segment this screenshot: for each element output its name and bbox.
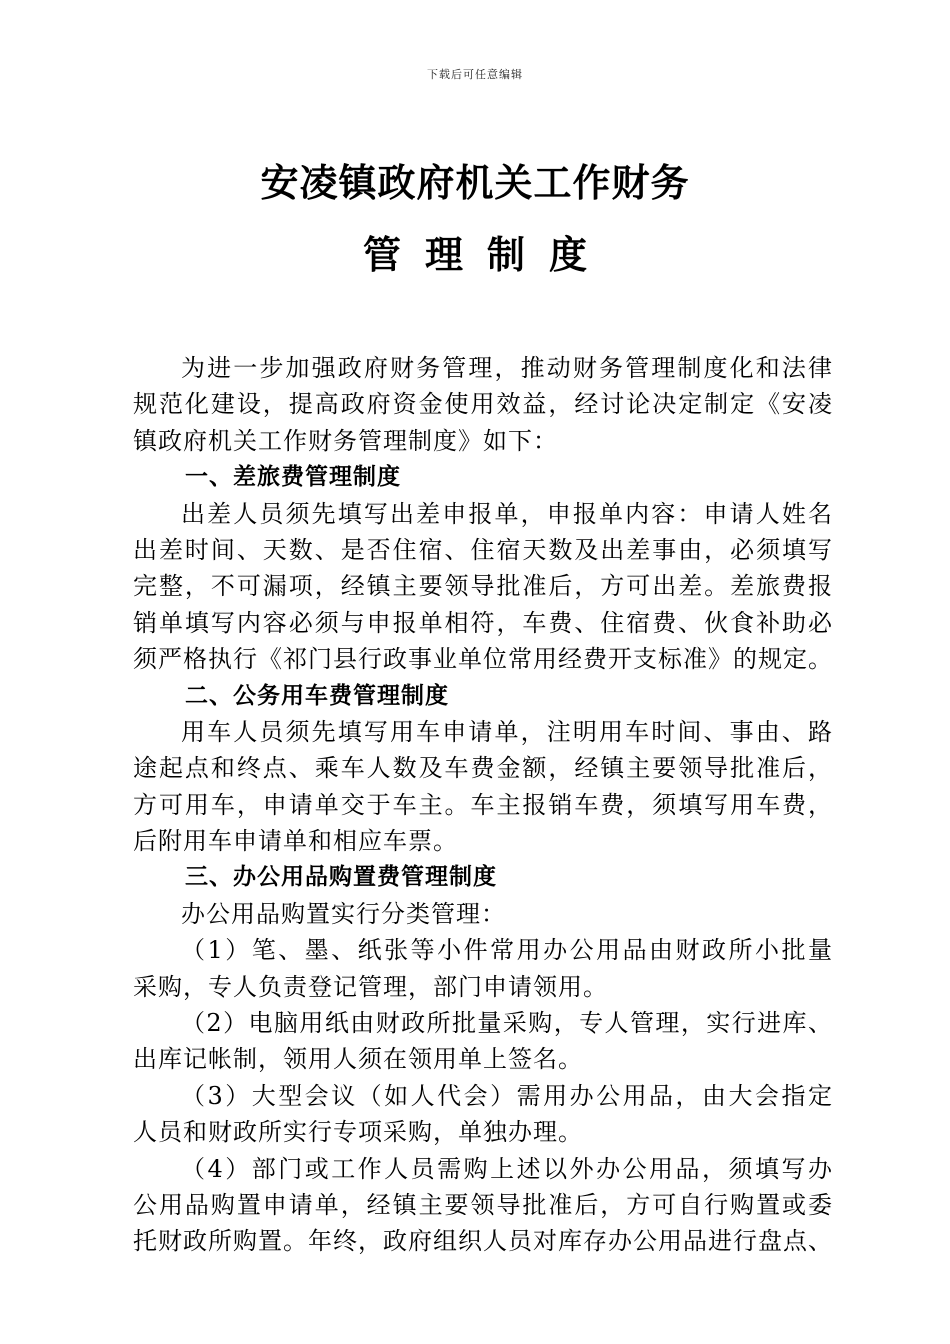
document-title: 安凌镇政府机关工作财务 — [260, 161, 690, 205]
list-item-line: （3）大型会议（如人代会）需用办公用品，由大会指定 — [181, 1081, 833, 1110]
document-subtitle: 管理制度 — [362, 233, 611, 277]
paragraph-line: 用车人员须先填写用车申请单，注明用车时间、事由、路 — [181, 717, 833, 746]
paragraph-line: 出差时间、天数、是否住宿、住宿天数及出差事由，必须填写 — [133, 535, 833, 564]
section-heading: 三、办公用品购置费管理制度 — [185, 864, 497, 891]
paragraph-line: 须严格执行《祁门县行政事业单位常用经费开支标准》的规定。 — [133, 645, 833, 674]
list-item-line: 出库记帐制，领用人须在领用单上签名。 — [133, 1045, 583, 1074]
paragraph-line: 为进一步加强政府财务管理，推动财务管理制度化和法律 — [181, 354, 833, 382]
document-body — [133, 350, 833, 1260]
section-heading: 一、差旅费管理制度 — [185, 464, 401, 491]
section-heading: 二、公务用车费管理制度 — [185, 682, 449, 709]
list-item-line: 采购，专人负责登记管理，部门申请领用。 — [133, 972, 608, 1001]
paragraph-line: 销单填写内容必须与申报单相符，车费、住宿费、伙食补助必 — [133, 608, 833, 637]
paragraph-line: 途起点和终点、乘车人数及车费金额，经镇主要领导批准后， — [133, 754, 833, 783]
list-item-line: 人员和财政所实行专项采购，单独办理。 — [133, 1118, 583, 1147]
list-item-line: （1）笔、墨、纸张等小件常用办公用品由财政所小批量 — [181, 936, 833, 965]
header-note: 下载后可任意编辑 — [427, 68, 523, 81]
paragraph-line: 完整，不可漏项，经镇主要领导批准后，方可出差。差旅费报 — [133, 572, 833, 601]
paragraph-line: 镇政府机关工作财务管理制度》如下： — [133, 426, 558, 455]
list-item-line: 托财政所购置。年终，政府组织人员对库存办公用品进行盘点、 — [133, 1227, 833, 1256]
list-item-line: 公用品购置申请单，经镇主要领导批准后，方可自行购置或委 — [133, 1190, 833, 1219]
paragraph-line: 出差人员须先填写出差申报单，申报单内容：申请人姓名 — [181, 499, 833, 528]
paragraph-line: 方可用车，申请单交于车主。车主报销车费，须填写用车费， — [133, 790, 833, 819]
paragraph-line: 后附用车申请单和相应车票。 — [133, 827, 458, 856]
paragraph-line: 办公用品购置实行分类管理： — [181, 899, 506, 928]
list-item-line: （4）部门或工作人员需购上述以外办公用品，须填写办 — [181, 1154, 833, 1183]
list-item-line: （2）电脑用纸由财政所批量采购，专人管理，实行进库、 — [181, 1009, 833, 1038]
paragraph-line: 规范化建设，提高政府资金使用效益，经讨论决定制定《安凌 — [133, 390, 833, 419]
